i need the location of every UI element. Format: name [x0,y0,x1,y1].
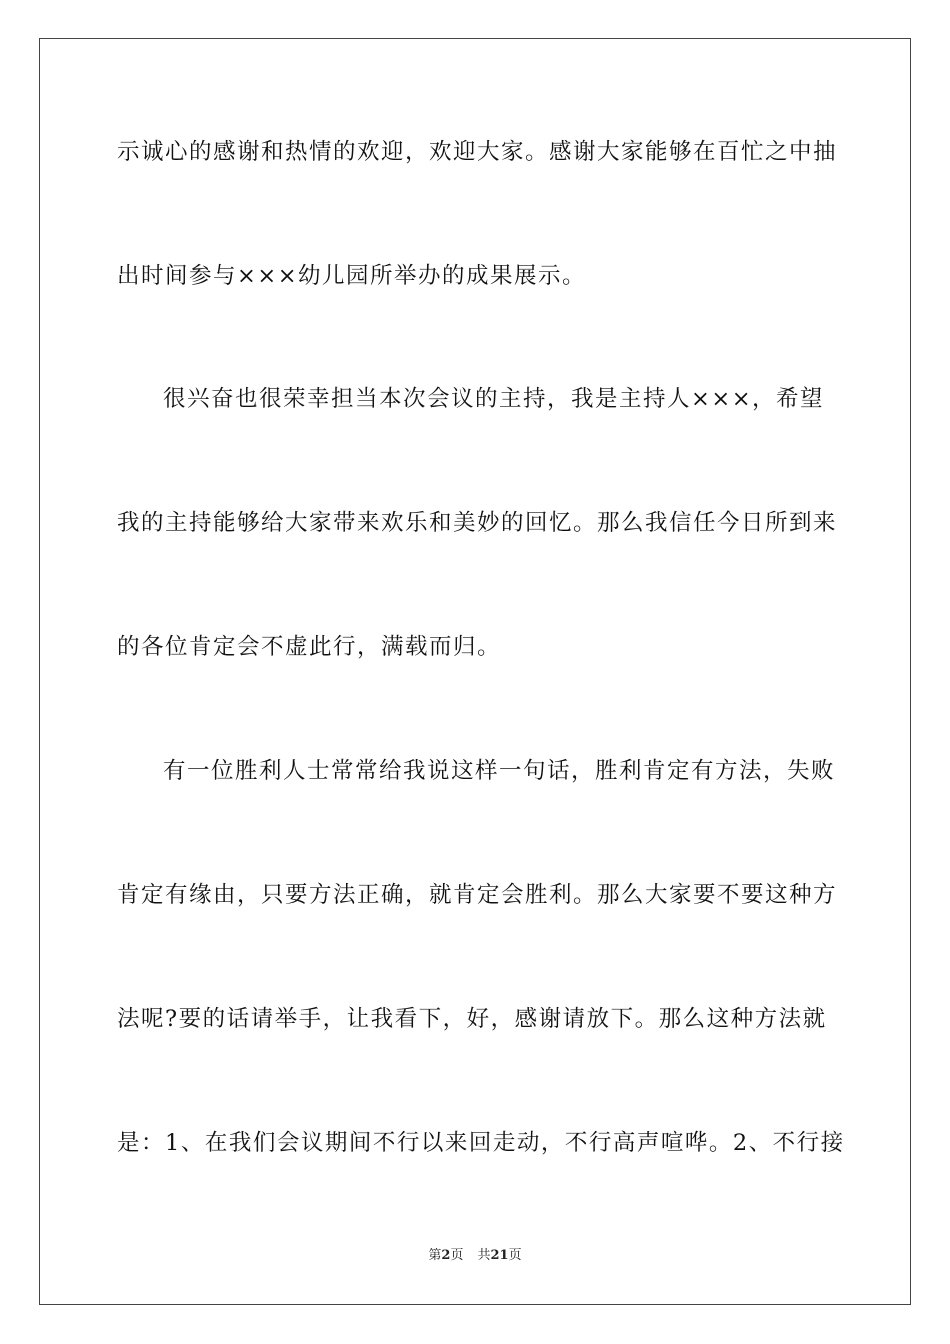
page-frame [39,38,911,1305]
page-footer [0,1247,950,1265]
body-text-line: 出时间参与×××幼儿园所举办的成果展示。 [117,263,587,289]
body-text-line: 法呢?要的话请举手，让我看下，好，感谢请放下。那么这种方法就 [117,1006,827,1032]
body-text-line: 肯定有缘由，只要方法正确，就肯定会胜利。那么大家要不要这种方 [117,882,838,908]
total-pages: 21 [490,1248,509,1263]
total-prefix: 共 [477,1248,491,1263]
body-text-line: 是：1、在我们会议期间不行以来回走动，不行高声喧哗。2、不行接 [117,1130,845,1156]
total-suffix: 页 [508,1248,522,1263]
page-suffix: 页 [450,1248,464,1263]
page-prefix: 第 [428,1248,442,1263]
page-number: 2 [441,1248,451,1263]
body-text-line: 的各位肯定会不虚此行，满载而归。 [117,634,502,660]
body-text-line: 示诚心的感谢和热情的欢迎，欢迎大家。感谢大家能够在百忙之中抽 [117,139,838,165]
body-text-line: 很兴奋也很荣幸担当本次会议的主持，我是主持人×××，希望 [163,386,825,412]
body-text-line: 我的主持能够给大家带来欢乐和美妙的回忆。那么我信任今日所到来 [117,510,838,536]
body-text-line: 有一位胜利人士常常给我说这样一句话，胜利肯定有方法，失败 [163,758,836,784]
